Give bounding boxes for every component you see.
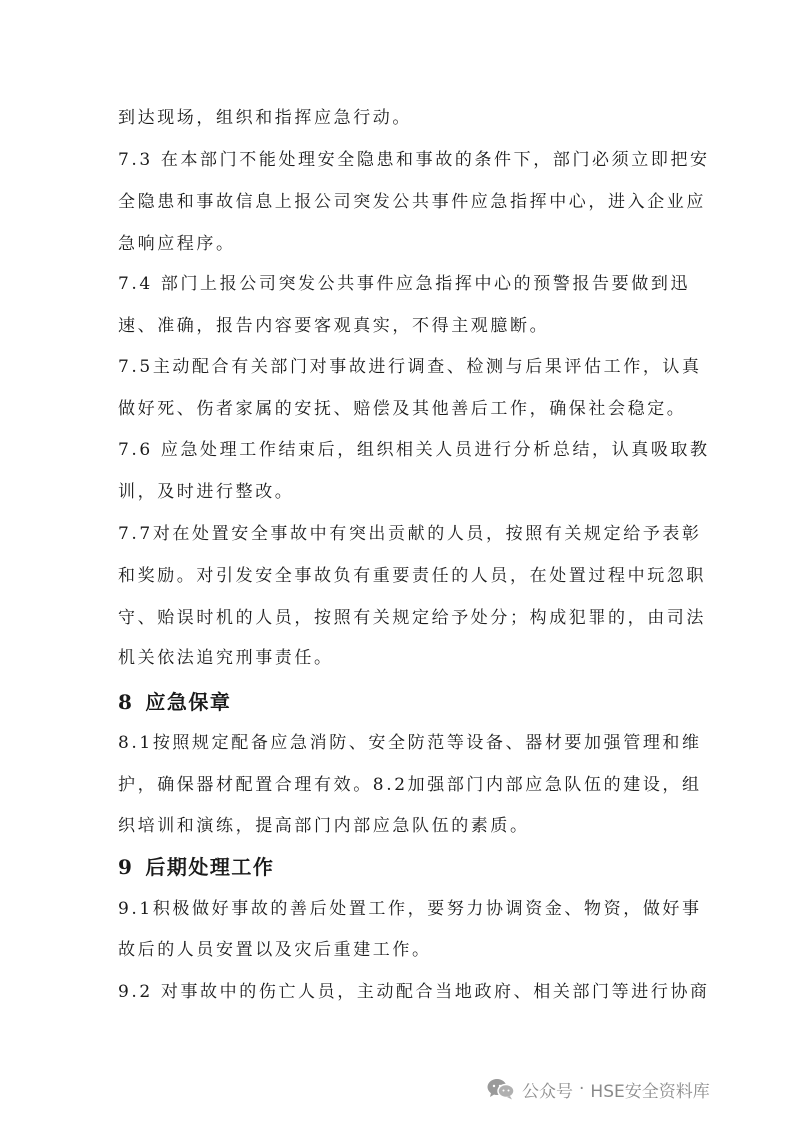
paragraph-line: 速、准确，报告内容要客观真实，不得主观臆断。 [118, 316, 550, 336]
paragraph-line: 织培训和演练，提高部门内部应急队伍的素质。 [118, 816, 530, 836]
paragraph-line: 做好死、伤者家属的安抚、赔偿及其他善后工作，确保社会稳定。 [118, 399, 687, 419]
paragraph-line: 和奖励。对引发安全事故负有重要责任的人员，在处置过程中玩忽职 [118, 566, 706, 586]
paragraph-line: 护，确保器材配置合理有效。8.2加强部门内部应急队伍的建设，组 [118, 775, 702, 795]
section-heading-9 [118, 853, 274, 881]
paragraph-line: 机关依法追究刑事责任。 [118, 648, 334, 668]
wechat-icon [486, 1077, 516, 1101]
paragraph-line: 到达现场，组织和指挥应急行动。 [118, 108, 412, 128]
section-heading-8 [118, 688, 231, 716]
paragraph-line: 守、贻误时机的人员，按照有关规定给予处分；构成犯罪的，由司法 [118, 608, 706, 628]
paragraph-line: 9.1积极做好事故的善后处置工作，要努力协调资金、物资，做好事 [118, 899, 702, 919]
section-number: 9 [118, 855, 134, 879]
paragraph-line: 7.5主动配合有关部门对事故进行调查、检测与后果评估工作，认真 [118, 357, 702, 377]
paragraph-line: 7.4 部门上报公司突发公共事件应急指挥中心的预警报告要做到迅 [118, 274, 691, 294]
section-title: 应急保章 [145, 690, 232, 714]
watermark-separator: · [579, 1079, 585, 1099]
paragraph-line: 7.7对在处置安全事故中有突出贡献的人员，按照有关规定给予表彰 [118, 524, 702, 544]
paragraph-line: 急响应程序。 [118, 234, 236, 254]
paragraph-line: 8.1按照规定配备应急消防、安全防范等设备、器材要加强管理和维 [118, 733, 702, 753]
paragraph-line: 9.2 对事故中的伤亡人员，主动配合当地政府、相关部门等进行协商 [118, 982, 710, 1002]
section-title: 后期处理工作 [145, 855, 275, 879]
paragraph-line: 故后的人员安置以及灾后重建工作。 [118, 940, 432, 960]
watermark-name: HSE安全资料库 [590, 1081, 710, 1102]
paragraph-line: 7.3 在本部门不能处理安全隐患和事故的条件下，部门必须立即把安 [118, 150, 710, 170]
watermark-account-label: 公众号 [522, 1081, 573, 1102]
watermark [486, 1074, 710, 1104]
section-number: 8 [118, 690, 134, 714]
paragraph-line: 训，及时进行整改。 [118, 482, 295, 502]
paragraph-line: 全隐患和事故信息上报公司突发公共事件应急指挥中心，进入企业应 [118, 192, 706, 212]
paragraph-line: 7.6 应急处理工作结束后，组织相关人员进行分析总结，认真吸取教 [118, 440, 710, 460]
